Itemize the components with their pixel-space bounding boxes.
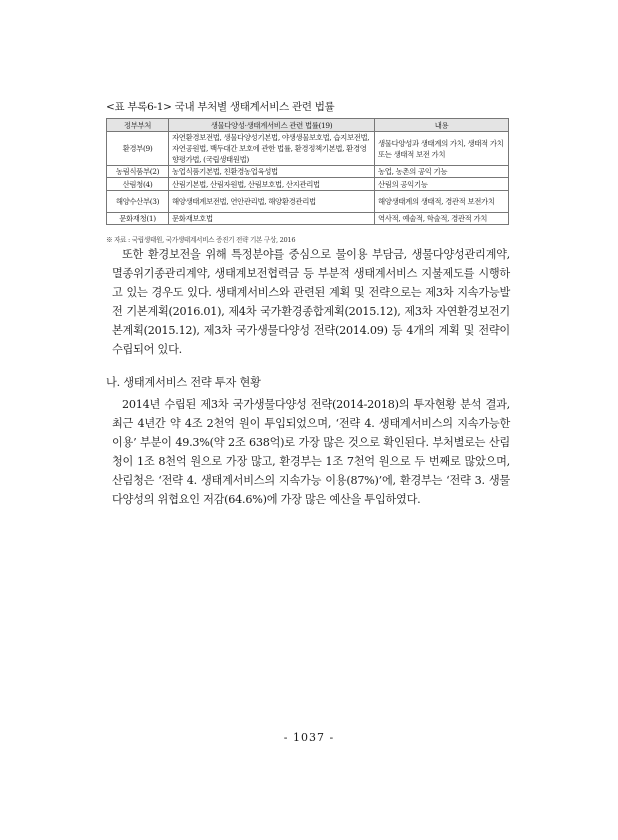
table-row <box>107 191 509 213</box>
header-laws: 생물다양성·생태계서비스 관련 법률(19) <box>169 119 375 132</box>
table-row <box>107 213 509 225</box>
table-caption: <표 부록6-1> 국내 부처별 생태계서비스 관련 법률 <box>106 101 335 113</box>
laws-cell: 자연환경보전법, 생물다양성기본법, 야생생물보호법, 습지보전법, 자연공원법, 백두대간 보호에 관한 법률, 환경정책기본법, 환경영향평가법, (국립생태원법) <box>169 132 375 166</box>
body-paragraph <box>112 395 510 509</box>
content-cell: 생물다양성과 생태계의 가치, 생태적 가치 또는 생태적 보전 가치 <box>375 132 509 166</box>
paragraph-text: 또한 환경보전을 위해 특정분야를 중심으로 물이용 부담금, 생물다양성관리계약, 멸종위기종관리계약, 생태계보전협력금 등 부분적 생태계서비스 지불제도를 시행하고 있는 경우도 있다. 생태계서비스와 관련된 계획 및 전략으로는 제3차 지속가능발전 기본계획(2016.01), 제4차 국가환경종합계획(2015.12), 제3차 자연환경보전기본계획(2015.12), 제3차 국가생물다양성 전략(2014.09) 등 4개의 계획 및 전략이 수립되어 있다. <box>112 248 510 356</box>
section-heading: 나. 생태계서비스 전략 투자 현황 <box>106 376 261 389</box>
laws-cell: 해양생태계보전법, 연안관리법, 해양환경관리법 <box>169 191 375 213</box>
ministry-cell: 환경부(9) <box>107 132 169 166</box>
content-cell: 농업, 농촌의 공익 기능 <box>375 166 509 178</box>
table-source-note: ※ 자료 : 국립생태원, 국가생태계서비스 증진기 전략 기본 구상, 2016 <box>106 236 296 244</box>
table-row <box>107 166 509 178</box>
paragraph-text: 2014년 수립된 제3차 국가생물다양성 전략(2014-2018)의 투자현황 분석 결과, 최근 4년간 약 4조 2천억 원이 투입되었으며, ‘전략 4. 생태계서비스의 지속가능한 이용’ 부분이 49.3%(약 2조 638억)로 가장 많은 것으로 확인된다. 부처별로는 산림청이 1조 8천억 원으로 가장 많고, 환경부는 1조 7천억 원으로 두 번째로 많았으며, 산림청은 ‘전략 4. 생태계서비스의 지속가능 이용(87%)’에, 환경부는 ‘전략 3. 생물다양성의 위협요인 저감(64.6%)에 가장 많은 예산을 투입하였다. <box>112 398 510 506</box>
ministry-cell: 문화재청(1) <box>107 213 169 225</box>
ministry-cell: 산림청(4) <box>107 178 169 191</box>
page-number: - 1037 - <box>283 731 335 744</box>
laws-cell: 농업식품기본법, 친환경농업육성법 <box>169 166 375 178</box>
ministry-cell: 농림식품부(2) <box>107 166 169 178</box>
ministry-cell: 해양수산부(3) <box>107 191 169 213</box>
content-cell: 산림의 공익기능 <box>375 178 509 191</box>
laws-cell: 문화재보호법 <box>169 213 375 225</box>
header-content: 내용 <box>375 119 509 132</box>
table-row <box>107 132 509 166</box>
header-ministry: 정부부처 <box>107 119 169 132</box>
content-cell: 역사적, 예술적, 학술적, 경관적 가치 <box>375 213 509 225</box>
law-table <box>106 118 509 225</box>
laws-cell: 산림기본법, 산림자원법, 산림보호법, 산지관리법 <box>169 178 375 191</box>
body-paragraph <box>112 245 510 359</box>
content-cell: 해양생태계의 생태적, 경관적 보전가치 <box>375 191 509 213</box>
table-header-row <box>107 119 509 132</box>
table-row <box>107 178 509 191</box>
